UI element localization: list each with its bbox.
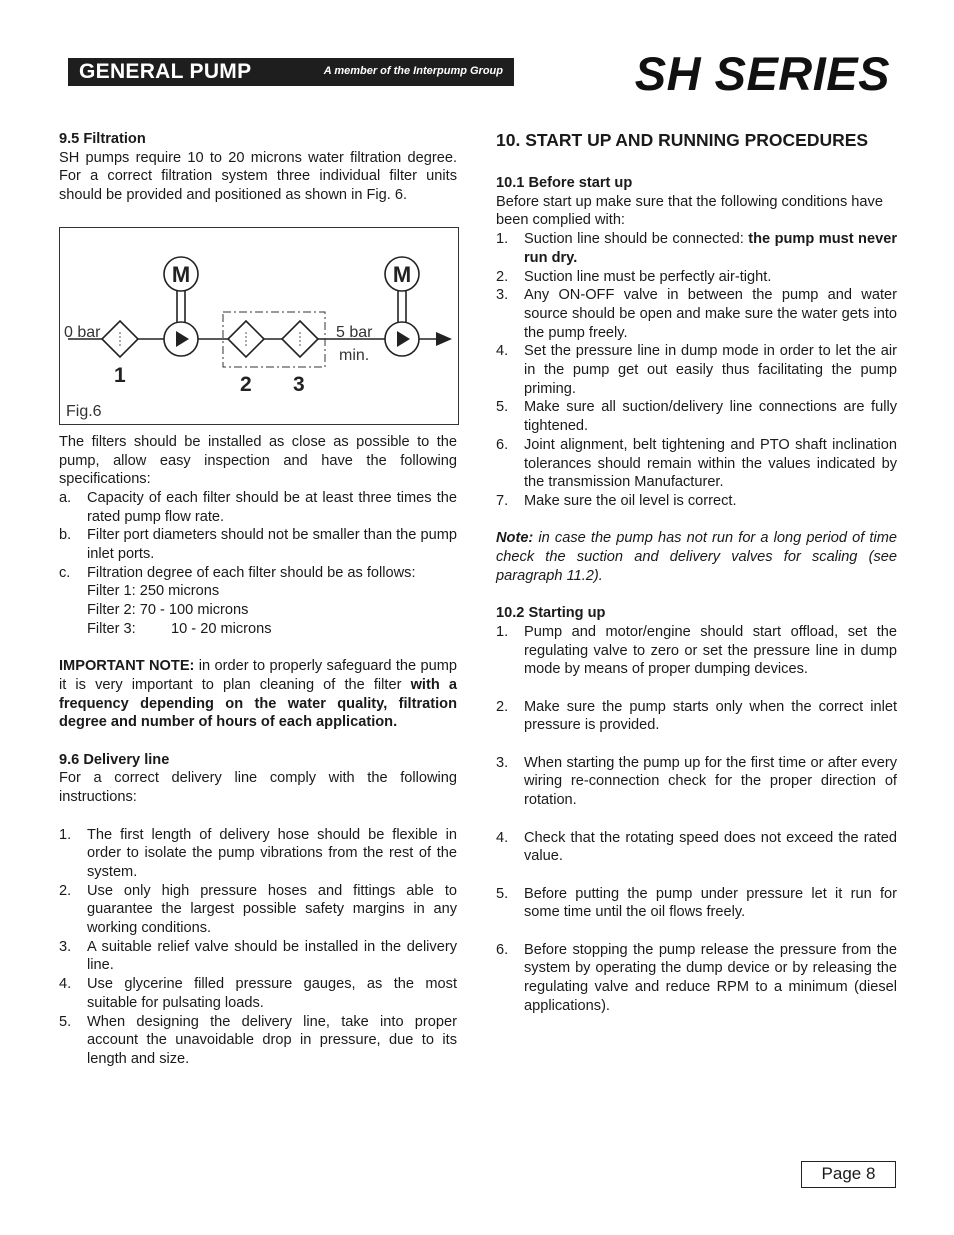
list-item: 5. When designing the delivery line, take into proper account the unavoidable drop in pressure, due to its length and size.	[59, 1013, 457, 1067]
inlet-pressure-label: 0 bar	[64, 323, 101, 341]
starting-up-heading: 10.2 Starting up	[496, 605, 606, 622]
filter-2-line: Filter 2: 70 - 100 microns	[87, 602, 249, 619]
list-item: 6. Before stopping the pump release the pressure from the system by operating the dump device or by releasing the regulating valve and reduce RPM to a minimum (diesel applications).	[496, 941, 897, 1014]
list-item: 3. Any ON-OFF valve in between the pump and water source should be open and make sure the water gets into the pump freely.	[496, 287, 897, 341]
filter-degree-lines	[59, 582, 457, 638]
filter-spec-list	[59, 489, 457, 583]
list-item: c. Filtration degree of each filter should be as follows:	[59, 564, 416, 581]
svg-text:M: M	[392, 261, 412, 287]
list-item: 4. Check that the rotating speed does not exceed the rated value.	[496, 829, 897, 865]
filter-1-symbol	[102, 321, 138, 357]
list-item: 1. Pump and motor/engine should start offload, set the regulating valve to zero or set the pressure line in dump mode by means of proper dumping devices.	[496, 623, 897, 678]
important-note: IMPORTANT NOTE: in order to properly safeguard the pump it is very important to plan cleaning of the filter with a frequency depending on the water quality, filtration degree and number of hours of each application.	[59, 658, 457, 731]
list-item: 4. Set the pressure line in dump mode in order to let the air in the pump get out easily thus facilitating the pump priming.	[496, 343, 897, 397]
before-start-list	[496, 230, 897, 511]
before-start-heading: 10.1 Before start up	[496, 175, 633, 191]
list-item: 3. When starting the pump up for the first time or after every wiring re-connection check for the proper direction of rotation.	[496, 754, 897, 809]
filter-3-number: 3	[293, 372, 305, 396]
filter-requirements-text: The filters should be installed as close as possible to the pump, allow easy inspection and have the following specifications:	[59, 433, 457, 488]
series-title: SH SERIES	[634, 47, 890, 100]
filter-diagram	[59, 227, 459, 425]
list-item: b. Filter port diameters should not be smaller than the pump inlet ports.	[59, 527, 457, 563]
filter-3-symbol	[282, 321, 318, 357]
page-number: Page 8	[801, 1161, 896, 1188]
section-title: 10. START UP AND RUNNING PROCEDURES	[496, 130, 869, 150]
list-item: 5. Make sure all suction/delivery line connections are fully tightened.	[496, 399, 897, 435]
before-start-intro: Before start up make sure that the following conditions have been complied with:	[496, 193, 883, 229]
delivery-heading: 9.6 Delivery line	[59, 751, 170, 768]
list-item: 2. Suction line must be perfectly air-tight.	[496, 268, 772, 285]
delivery-intro: For a correct delivery line comply with the following instructions:	[59, 770, 457, 806]
list-item: 7. Make sure the oil level is correct.	[496, 492, 737, 509]
outlet-pressure-sub: min.	[339, 346, 370, 364]
list-item: 5. Before putting the pump under pressure let it run for some time until the oil flows freely.	[496, 885, 897, 921]
starting-up-list	[496, 623, 897, 1016]
list-item: 1. Suction line should be connected: the pump must never run dry.	[496, 231, 897, 266]
brand-tagline: A member of the Interpump Group	[323, 65, 503, 77]
filter-3-line: Filter 3: 10 - 20 microns	[87, 620, 272, 637]
list-item: a. Capacity of each filter should be at least three times the rated pump flow rate.	[59, 489, 457, 525]
outlet-pressure-label: 5 bar	[336, 323, 373, 341]
flow-arrow-icon	[436, 332, 452, 346]
delivery-list	[59, 826, 457, 1069]
list-item: 6. Joint alignment, belt tightening and PTO shaft inclination tolerances should remain within the values indicated by the transmission Manufacturer.	[496, 436, 897, 491]
list-item: 2. Make sure the pump starts only when the correct inlet pressure is provided.	[496, 698, 897, 734]
scaling-note: Note: in case the pump has not run for a long period of time check the suction and delivery valves for scaling (see paragraph 11.2).	[496, 530, 897, 584]
filter-1-number: 1	[114, 363, 126, 387]
filter-2-number: 2	[240, 372, 252, 396]
list-item: 1. The first length of delivery hose should be flexible in order to isolate the pump vibrations from the rest of the system.	[59, 826, 457, 880]
filtration-intro: SH pumps require 10 to 20 microns water filtration degree. For a correct filtration system three individual filter units should be provided and positioned as shown in Fig. 6.	[59, 149, 457, 204]
figure-caption: Fig.6	[66, 402, 102, 420]
pump-1-symbol	[164, 257, 198, 356]
list-item: 4. Use glycerine filled pressure gauges, as the most suitable for pulsating loads.	[59, 976, 457, 1011]
list-item: 2. Use only high pressure hoses and fittings able to guarantee the largest possible safety margins in any working conditions.	[59, 882, 457, 937]
list-item: 3. A suitable relief valve should be installed in the delivery line.	[59, 938, 457, 974]
filter-1-line: Filter 1: 250 microns	[87, 583, 220, 600]
brand-name: GENERAL PUMP	[79, 60, 252, 83]
filtration-heading: 9.5 Filtration	[59, 131, 146, 147]
right-column	[496, 130, 897, 1034]
svg-text:M: M	[171, 261, 191, 287]
pump-2-symbol	[385, 257, 419, 356]
brand-bar	[68, 58, 514, 86]
filter-diagram-svg	[60, 228, 460, 426]
left-column	[59, 130, 457, 1069]
filter-2-symbol	[228, 321, 264, 357]
